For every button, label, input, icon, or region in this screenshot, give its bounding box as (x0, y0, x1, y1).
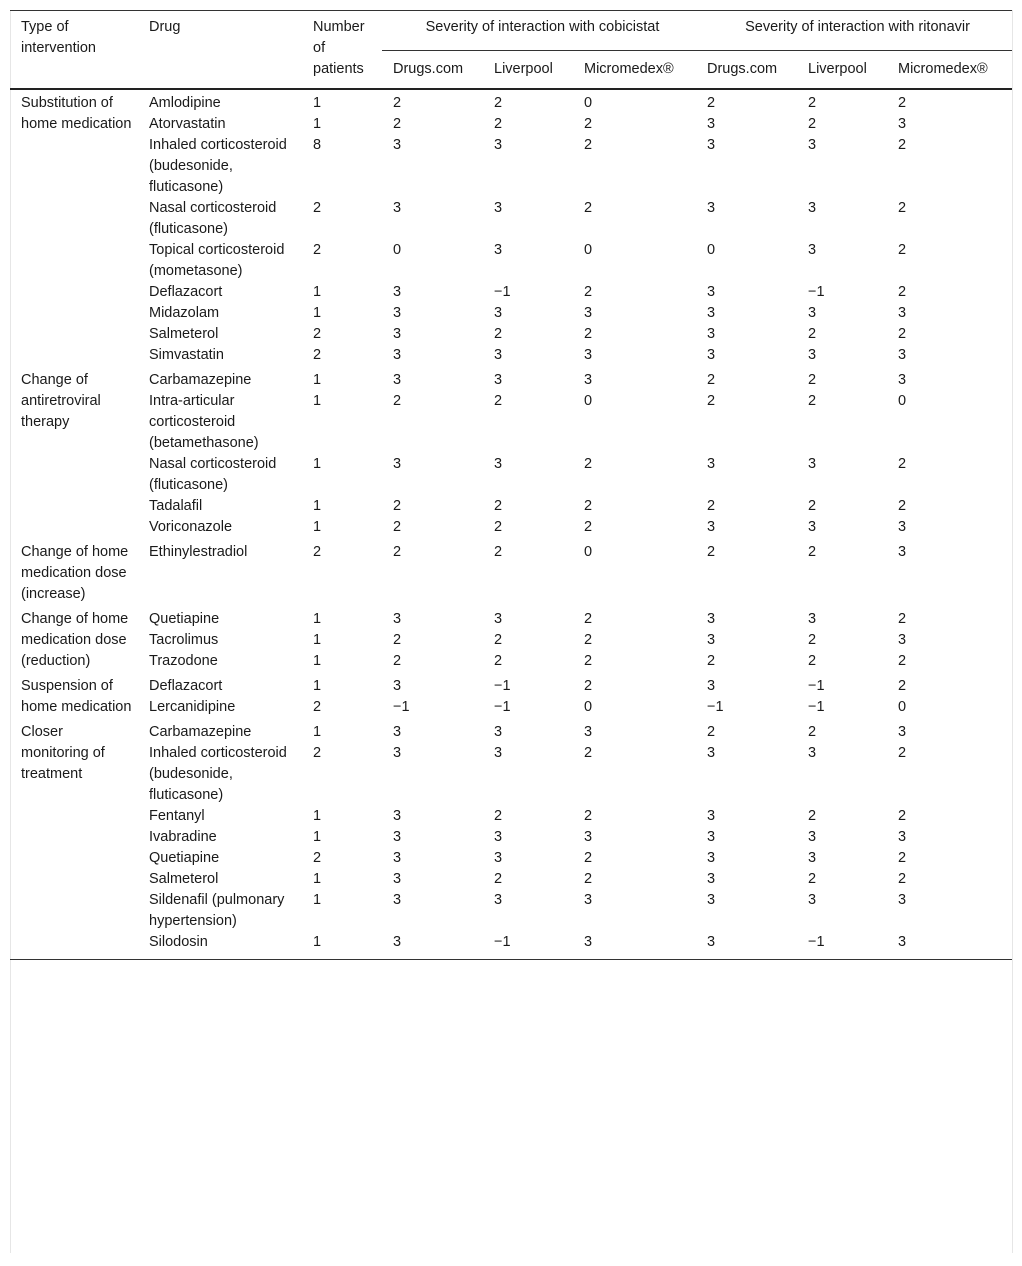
value-drugs-com-ritonavir: 3 (707, 850, 716, 866)
value-micromedex-cobicistat: 2 (584, 137, 593, 153)
value-liverpool-ritonavir: 3 (808, 745, 817, 761)
value-micromedex-ritonavir: 2 (898, 653, 907, 669)
value-micromedex-ritonavir: 3 (898, 892, 907, 908)
value-liverpool-ritonavir: 3 (808, 347, 817, 363)
value-liverpool-cobicistat: 3 (494, 456, 503, 472)
header-group-ritonavir: Severity of interaction with ritonavir (696, 11, 1012, 51)
drug-cell: Voriconazole (149, 519, 233, 535)
patients-count-cell: 1 (313, 829, 322, 845)
table-row (10, 391, 1012, 454)
patients-count-cell: 1 (313, 611, 322, 627)
value-micromedex-cobicistat: 3 (584, 829, 593, 845)
patients-count-cell: 2 (313, 544, 322, 560)
value-micromedex-ritonavir: 3 (898, 519, 907, 535)
value-liverpool-cobicistat: 2 (494, 871, 503, 887)
value-drugs-com-cobicistat: 2 (393, 498, 402, 514)
table-row (10, 651, 1012, 672)
value-drugs-com-ritonavir: 3 (707, 745, 716, 761)
drug-cell: Simvastatin (149, 347, 224, 363)
value-micromedex-ritonavir: 2 (898, 200, 907, 216)
intervention-type-cell: Change of home medication dose (increase) (21, 544, 129, 602)
value-micromedex-cobicistat: 0 (584, 95, 593, 111)
patients-count-cell: 1 (313, 871, 322, 887)
value-micromedex-ritonavir: 3 (898, 305, 907, 321)
value-drugs-com-ritonavir: 3 (707, 200, 716, 216)
value-micromedex-ritonavir: 3 (898, 116, 907, 132)
value-liverpool-cobicistat: −1 (494, 678, 511, 694)
table-row (10, 366, 1012, 391)
table-row (10, 697, 1012, 718)
value-drugs-com-ritonavir: 3 (707, 137, 716, 153)
drug-cell: Carbamazepine (149, 724, 252, 740)
value-micromedex-cobicistat: 2 (584, 653, 593, 669)
table-row (10, 630, 1012, 651)
value-micromedex-cobicistat: 2 (584, 871, 593, 887)
drug-cell: Intra-articular corticosteroid (betamethasone) (149, 393, 259, 451)
table-row (10, 114, 1012, 135)
drug-cell: Carbamazepine (149, 372, 252, 388)
patients-count-cell: 1 (313, 678, 322, 694)
value-liverpool-cobicistat: −1 (494, 284, 511, 300)
intervention-type-cell: Substitution of home medication (21, 95, 132, 132)
value-micromedex-cobicistat: 3 (584, 305, 593, 321)
patients-count-cell: 1 (313, 284, 322, 300)
value-micromedex-cobicistat: 2 (584, 519, 593, 535)
value-drugs-com-ritonavir: 2 (707, 372, 716, 388)
drug-cell: Quetiapine (149, 611, 220, 627)
drug-cell: Tacrolimus (149, 632, 219, 648)
value-liverpool-ritonavir: 3 (808, 137, 817, 153)
value-drugs-com-cobicistat: 2 (393, 519, 402, 535)
value-micromedex-ritonavir: 3 (898, 347, 907, 363)
table-container (10, 10, 1012, 960)
value-micromedex-ritonavir: 3 (898, 632, 907, 648)
intervention-type-cell: Change of antiretroviral therapy (21, 372, 101, 430)
value-micromedex-ritonavir: 2 (898, 745, 907, 761)
value-micromedex-cobicistat: 2 (584, 678, 593, 694)
value-liverpool-cobicistat: 2 (494, 632, 503, 648)
value-liverpool-ritonavir: 2 (808, 653, 817, 669)
table-row (10, 303, 1012, 324)
value-micromedex-cobicistat: 0 (584, 242, 593, 258)
value-drugs-com-ritonavir: 3 (707, 829, 716, 845)
table-row (10, 743, 1012, 806)
value-drugs-com-cobicistat: 3 (393, 829, 402, 845)
value-micromedex-cobicistat: 2 (584, 456, 593, 472)
value-liverpool-cobicistat: 3 (494, 724, 503, 740)
patients-count-cell: 1 (313, 892, 322, 908)
value-micromedex-ritonavir: 0 (898, 699, 907, 715)
value-drugs-com-ritonavir: 3 (707, 116, 716, 132)
table-row (10, 806, 1012, 827)
header-source-liverpool-ritonavir: Liverpool (808, 60, 867, 77)
table-row (10, 496, 1012, 517)
value-drugs-com-cobicistat: 3 (393, 347, 402, 363)
value-liverpool-ritonavir: 3 (808, 242, 817, 258)
patients-count-cell: 2 (313, 699, 322, 715)
value-drugs-com-cobicistat: 3 (393, 871, 402, 887)
drug-cell: Lercanidipine (149, 699, 236, 715)
drug-cell: Ethinylestradiol (149, 544, 248, 560)
table-row (10, 517, 1012, 538)
table-row (10, 848, 1012, 869)
value-micromedex-cobicistat: 2 (584, 284, 593, 300)
value-micromedex-ritonavir: 2 (898, 808, 907, 824)
table-row (10, 89, 1012, 114)
value-drugs-com-ritonavir: 3 (707, 519, 716, 535)
value-micromedex-cobicistat: 3 (584, 372, 593, 388)
header-type-of-intervention: Type of intervention (10, 11, 138, 90)
patients-count-cell: 2 (313, 242, 322, 258)
value-micromedex-ritonavir: 3 (898, 724, 907, 740)
value-liverpool-ritonavir: 2 (808, 326, 817, 342)
value-micromedex-ritonavir: 2 (898, 95, 907, 111)
value-drugs-com-cobicistat: 2 (393, 393, 402, 409)
value-liverpool-ritonavir: 3 (808, 850, 817, 866)
value-micromedex-ritonavir: 3 (898, 544, 907, 560)
value-drugs-com-ritonavir: 0 (707, 242, 716, 258)
value-drugs-com-cobicistat: 3 (393, 808, 402, 824)
value-drugs-com-ritonavir: 2 (707, 724, 716, 740)
value-liverpool-cobicistat: 2 (494, 808, 503, 824)
patients-count-cell: 8 (313, 137, 322, 153)
value-micromedex-cobicistat: 2 (584, 200, 593, 216)
drug-cell: Inhaled corticosteroid (budesonide, fluticasone) (149, 745, 287, 803)
value-liverpool-ritonavir: 2 (808, 632, 817, 648)
value-liverpool-cobicistat: 2 (494, 116, 503, 132)
value-drugs-com-cobicistat: 3 (393, 724, 402, 740)
value-liverpool-cobicistat: 3 (494, 200, 503, 216)
value-micromedex-cobicistat: 2 (584, 611, 593, 627)
value-drugs-com-ritonavir: 3 (707, 347, 716, 363)
value-liverpool-cobicistat: 2 (494, 498, 503, 514)
value-drugs-com-ritonavir: 3 (707, 611, 716, 627)
value-drugs-com-cobicistat: 3 (393, 678, 402, 694)
value-liverpool-ritonavir: 2 (808, 372, 817, 388)
value-liverpool-ritonavir: 3 (808, 892, 817, 908)
value-drugs-com-ritonavir: 2 (707, 498, 716, 514)
value-drugs-com-ritonavir: 2 (707, 393, 716, 409)
value-micromedex-cobicistat: 2 (584, 498, 593, 514)
value-liverpool-cobicistat: 3 (494, 305, 503, 321)
value-micromedex-ritonavir: 2 (898, 850, 907, 866)
value-drugs-com-cobicistat: 3 (393, 305, 402, 321)
table-row (10, 135, 1012, 198)
value-drugs-com-ritonavir: 3 (707, 808, 716, 824)
value-liverpool-cobicistat: 3 (494, 892, 503, 908)
table-row (10, 605, 1012, 630)
value-micromedex-cobicistat: 0 (584, 544, 593, 560)
value-liverpool-cobicistat: 2 (494, 326, 503, 342)
value-liverpool-ritonavir: 2 (808, 544, 817, 560)
value-drugs-com-ritonavir: 3 (707, 456, 716, 472)
value-liverpool-cobicistat: 2 (494, 95, 503, 111)
value-liverpool-ritonavir: 3 (808, 519, 817, 535)
drug-cell: Atorvastatin (149, 116, 226, 132)
value-drugs-com-cobicistat: 3 (393, 745, 402, 761)
patients-count-cell: 1 (313, 519, 322, 535)
value-micromedex-cobicistat: 3 (584, 347, 593, 363)
header-drug: Drug (138, 11, 302, 90)
value-micromedex-ritonavir: 2 (898, 498, 907, 514)
drug-cell: Salmeterol (149, 326, 219, 342)
value-liverpool-ritonavir: 3 (808, 200, 817, 216)
patients-count-cell: 1 (313, 808, 322, 824)
drug-cell: Inhaled corticosteroid (budesonide, fluticasone) (149, 137, 287, 195)
table-row (10, 198, 1012, 240)
value-liverpool-ritonavir: 2 (808, 95, 817, 111)
value-micromedex-ritonavir: 3 (898, 372, 907, 388)
drug-cell: Topical corticosteroid (mometasone) (149, 242, 285, 279)
value-liverpool-ritonavir: −1 (808, 699, 825, 715)
patients-count-cell: 1 (313, 116, 322, 132)
value-micromedex-ritonavir: 3 (887, 932, 1012, 960)
value-micromedex-ritonavir: 3 (898, 829, 907, 845)
patients-count-cell: 2 (313, 326, 322, 342)
value-micromedex-cobicistat: 0 (584, 699, 593, 715)
table-row (10, 932, 1012, 960)
value-liverpool-ritonavir: 3 (808, 611, 817, 627)
drug-cell: Ivabradine (149, 829, 217, 845)
patients-count-cell: 1 (313, 724, 322, 740)
value-micromedex-cobicistat: 3 (584, 724, 593, 740)
value-drugs-com-ritonavir: 3 (696, 932, 797, 960)
value-liverpool-cobicistat: 3 (494, 242, 503, 258)
patients-count-cell: 1 (313, 305, 322, 321)
value-liverpool-cobicistat: −1 (494, 699, 511, 715)
value-drugs-com-ritonavir: 3 (707, 305, 716, 321)
value-liverpool-ritonavir: 2 (808, 393, 817, 409)
drug-cell: Salmeterol (149, 871, 219, 887)
table-row (10, 240, 1012, 282)
table-row (10, 282, 1012, 303)
value-liverpool-ritonavir: 2 (808, 498, 817, 514)
value-drugs-com-ritonavir: −1 (707, 699, 724, 715)
drug-cell: Tadalafil (149, 498, 203, 514)
value-micromedex-ritonavir: 2 (898, 326, 907, 342)
header-number-of-patients: Number of patients (302, 11, 382, 90)
table-row (10, 718, 1012, 743)
patients-count-cell: 1 (313, 372, 322, 388)
value-liverpool-cobicistat: 3 (494, 829, 503, 845)
table-row (10, 538, 1012, 605)
value-drugs-com-cobicistat: 3 (393, 284, 402, 300)
value-micromedex-ritonavir: 2 (898, 678, 907, 694)
value-micromedex-cobicistat: 3 (573, 932, 696, 960)
header-source-drugs-com-ritonavir: Drugs.com (707, 60, 778, 77)
patients-count-cell: 1 (313, 498, 322, 514)
patients-count-cell: 1 (302, 932, 382, 960)
value-liverpool-ritonavir: 3 (808, 829, 817, 845)
drug-cell: Silodosin (138, 932, 302, 960)
interaction-severity-table (10, 10, 1012, 960)
drug-cell: Deflazacort (149, 678, 223, 694)
value-micromedex-cobicistat: 2 (584, 116, 593, 132)
value-liverpool-cobicistat: 3 (494, 611, 503, 627)
drug-cell: Nasal corticosteroid (fluticasone) (149, 456, 277, 493)
value-drugs-com-ritonavir: 2 (707, 653, 716, 669)
value-liverpool-cobicistat: 3 (494, 137, 503, 153)
patients-count-cell: 2 (313, 200, 322, 216)
drug-cell: Amlodipine (149, 95, 221, 111)
intervention-type-cell: Suspension of home medication (21, 678, 132, 715)
value-liverpool-cobicistat: 3 (494, 347, 503, 363)
value-liverpool-cobicistat: 2 (494, 544, 503, 560)
patients-count-cell: 1 (313, 632, 322, 648)
value-liverpool-ritonavir: −1 (808, 678, 825, 694)
table-row (10, 672, 1012, 697)
value-drugs-com-ritonavir: 3 (707, 892, 716, 908)
value-drugs-com-cobicistat: 2 (393, 653, 402, 669)
value-drugs-com-cobicistat: 2 (393, 632, 402, 648)
value-liverpool-cobicistat: 3 (494, 745, 503, 761)
value-micromedex-ritonavir: 2 (898, 611, 907, 627)
value-micromedex-cobicistat: 2 (584, 745, 593, 761)
value-drugs-com-cobicistat: 3 (393, 372, 402, 388)
patients-count-cell: 1 (313, 456, 322, 472)
value-drugs-com-cobicistat: 2 (393, 116, 402, 132)
value-liverpool-ritonavir: 2 (808, 724, 817, 740)
value-drugs-com-cobicistat: 3 (393, 850, 402, 866)
value-liverpool-ritonavir: 2 (808, 808, 817, 824)
value-drugs-com-cobicistat: 0 (393, 242, 402, 258)
patients-count-cell: 2 (313, 745, 322, 761)
table-row (10, 827, 1012, 848)
patients-count-cell: 1 (313, 653, 322, 669)
drug-cell: Trazodone (149, 653, 218, 669)
table-row (10, 324, 1012, 345)
table-row (10, 890, 1012, 932)
drug-cell: Sildenafil (pulmonary hypertension) (149, 892, 285, 929)
value-drugs-com-ritonavir: 3 (707, 284, 716, 300)
table-body (10, 89, 1012, 960)
value-drugs-com-ritonavir: 3 (707, 632, 716, 648)
value-micromedex-ritonavir: 0 (898, 393, 907, 409)
value-drugs-com-cobicistat: 3 (393, 456, 402, 472)
value-drugs-com-cobicistat: −1 (393, 699, 410, 715)
header-source-micromedex-ritonavir: Micromedex® (898, 60, 988, 77)
value-drugs-com-ritonavir: 3 (707, 678, 716, 694)
value-drugs-com-cobicistat: 2 (393, 544, 402, 560)
patients-count-cell: 2 (313, 347, 322, 363)
value-drugs-com-cobicistat: 3 (393, 892, 402, 908)
value-liverpool-cobicistat: 2 (494, 653, 503, 669)
value-drugs-com-cobicistat: 3 (393, 200, 402, 216)
patients-count-cell: 1 (313, 393, 322, 409)
value-liverpool-cobicistat: 2 (494, 519, 503, 535)
value-liverpool-ritonavir: −1 (808, 284, 825, 300)
value-micromedex-cobicistat: 2 (584, 808, 593, 824)
value-liverpool-cobicistat: 3 (494, 372, 503, 388)
table-row (10, 454, 1012, 496)
drug-cell: Midazolam (149, 305, 220, 321)
value-liverpool-cobicistat: 3 (494, 850, 503, 866)
drug-cell: Fentanyl (149, 808, 205, 824)
value-drugs-com-cobicistat: 3 (393, 611, 402, 627)
drug-cell: Quetiapine (149, 850, 220, 866)
value-drugs-com-cobicistat: 3 (393, 137, 402, 153)
intervention-type-cell: Change of home medication dose (reduction) (21, 611, 129, 669)
value-micromedex-cobicistat: 3 (584, 892, 593, 908)
table-row (10, 345, 1012, 366)
header-source-drugs-com-cobicistat: Drugs.com (393, 60, 464, 77)
value-liverpool-cobicistat: 2 (494, 393, 503, 409)
value-micromedex-ritonavir: 2 (898, 242, 907, 258)
table-row (10, 869, 1012, 890)
value-drugs-com-ritonavir: 2 (707, 95, 716, 111)
drug-cell: Deflazacort (149, 284, 223, 300)
value-drugs-com-cobicistat: 3 (382, 932, 483, 960)
value-liverpool-ritonavir: 2 (808, 116, 817, 132)
value-micromedex-cobicistat: 0 (584, 393, 593, 409)
value-liverpool-cobicistat: −1 (483, 932, 573, 960)
header-source-liverpool-cobicistat: Liverpool (494, 60, 553, 77)
value-micromedex-ritonavir: 2 (898, 871, 907, 887)
value-micromedex-ritonavir: 2 (898, 137, 907, 153)
patients-count-cell: 1 (313, 95, 322, 111)
value-drugs-com-cobicistat: 2 (393, 95, 402, 111)
value-micromedex-cobicistat: 2 (584, 326, 593, 342)
value-micromedex-ritonavir: 2 (898, 284, 907, 300)
value-drugs-com-ritonavir: 2 (707, 544, 716, 560)
value-drugs-com-cobicistat: 3 (393, 326, 402, 342)
intervention-type-cell: Closer monitoring of treatment (10, 718, 138, 960)
value-liverpool-ritonavir: 2 (808, 871, 817, 887)
drug-cell: Nasal corticosteroid (fluticasone) (149, 200, 277, 237)
value-micromedex-cobicistat: 2 (584, 850, 593, 866)
header-source-micromedex-cobicistat: Micromedex® (584, 60, 674, 77)
header-group-cobicistat: Severity of interaction with cobicistat (382, 11, 696, 51)
value-liverpool-ritonavir: 3 (808, 456, 817, 472)
patients-count-cell: 2 (313, 850, 322, 866)
value-drugs-com-ritonavir: 3 (707, 871, 716, 887)
value-liverpool-ritonavir: −1 (797, 932, 887, 960)
table-header (10, 11, 1012, 90)
value-micromedex-cobicistat: 2 (584, 632, 593, 648)
value-micromedex-ritonavir: 2 (898, 456, 907, 472)
value-liverpool-ritonavir: 3 (808, 305, 817, 321)
value-drugs-com-ritonavir: 3 (707, 326, 716, 342)
